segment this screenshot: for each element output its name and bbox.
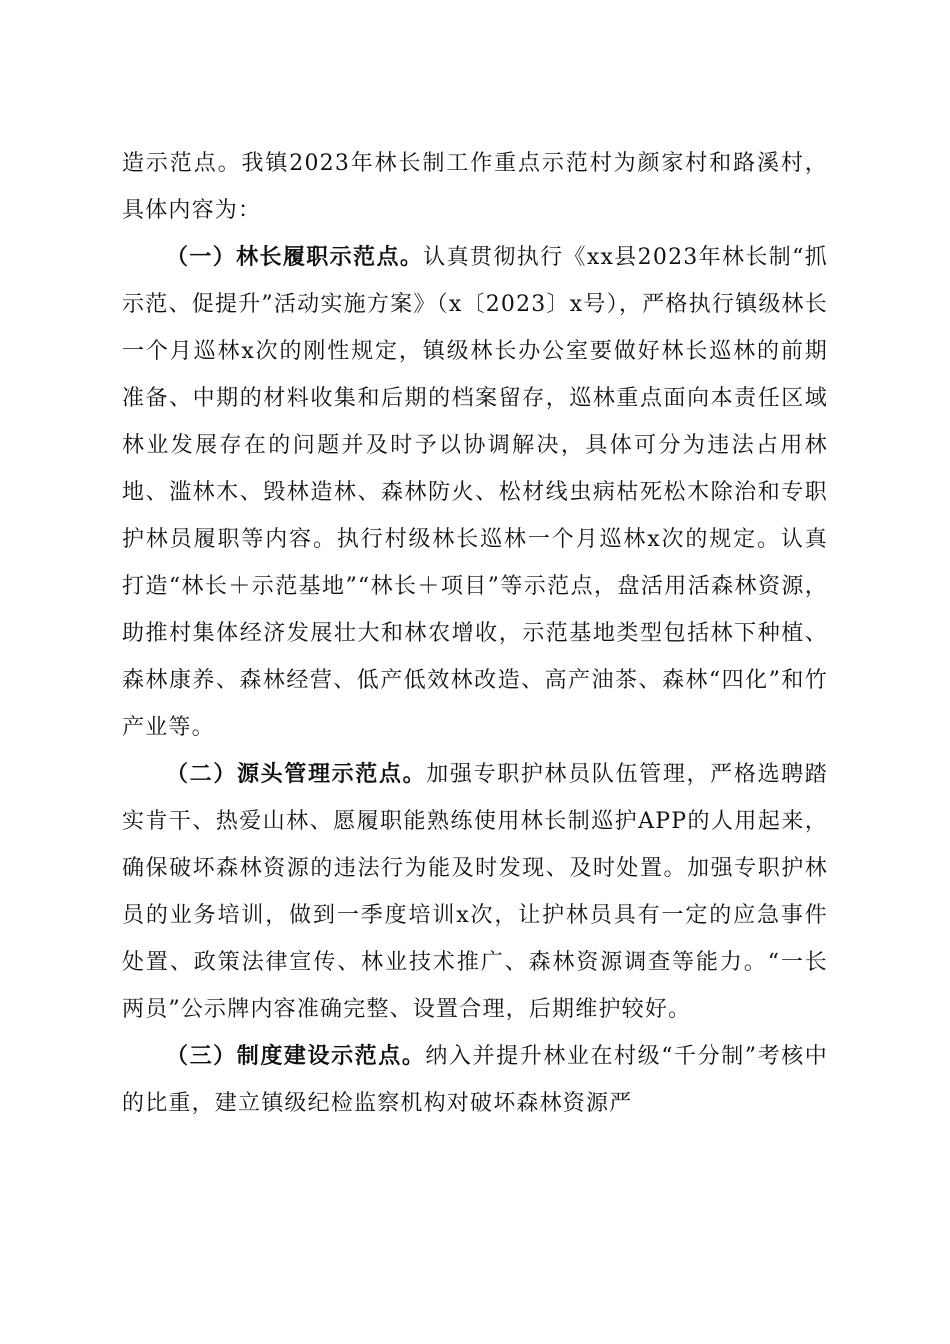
section-1-body: 认真贯彻执行《xx县2023年林长制“抓示范、促提升”活动实施方案》（x〔2023〕x号），严格执行镇级林长一个月巡林x次的刚性规定，镇级林长办公室要做好林长巡林的前期准备、中期的材料收集和后期的档案留存，巡林重点面向本责任区域林业发展存在的问题并及时予以协调解决，具体可分为违法占用林地、滥林木、毁林造林、森林防火、松材线虫病枯死松木除治和专职护林员履职等内容。执行村级林长巡林一个月巡林x次的规定。认真打造“林长＋示范基地”“林长＋项目”等示范点，盘活用活森林资源，助推村集体经济发展壮大和林农增收，示范基地类型包括林下种植、森林康养、森林经营、低产低效林改造、高产油茶、森林“四化”和竹产业等。 [122, 245, 829, 740]
section-2-heading: （二）源头管理示范点。 [166, 761, 427, 787]
section-3-body: 纳入并提升林业在村级“千分制”考核中的比重，建立镇级纪检监察机构对破坏森林资源严 [122, 1044, 828, 1116]
section-2-body: 加强专职护林员队伍管理，严格选聘踏实肯干、热爱山林、愿履职能熟练使用林长制巡护APP的人用起来，确保破坏森林资源的违法行为能及时发现、及时处置。加强专职护林员的业务培训，做到一季度培训x次，让护林员具有一定的应急事件处置、政策法律宣传、林业技术推广、森林资源调查等能力。“一长两员”公示牌内容准确完整、设置合理，后期维护较好。 [122, 762, 828, 1022]
section-2-paragraph [122, 751, 828, 1033]
section-3-heading: （三）制度建设示范点。 [166, 1043, 426, 1069]
intro-paragraph: 造示范点。我镇2023年林长制工作重点示范村为颜家村和路溪村，具体内容为： [122, 151, 828, 223]
section-3-paragraph [122, 1033, 828, 1127]
section-1-paragraph [122, 234, 828, 751]
document-body [122, 140, 828, 1127]
section-1-heading: （一）林长履职示范点。 [166, 244, 424, 270]
